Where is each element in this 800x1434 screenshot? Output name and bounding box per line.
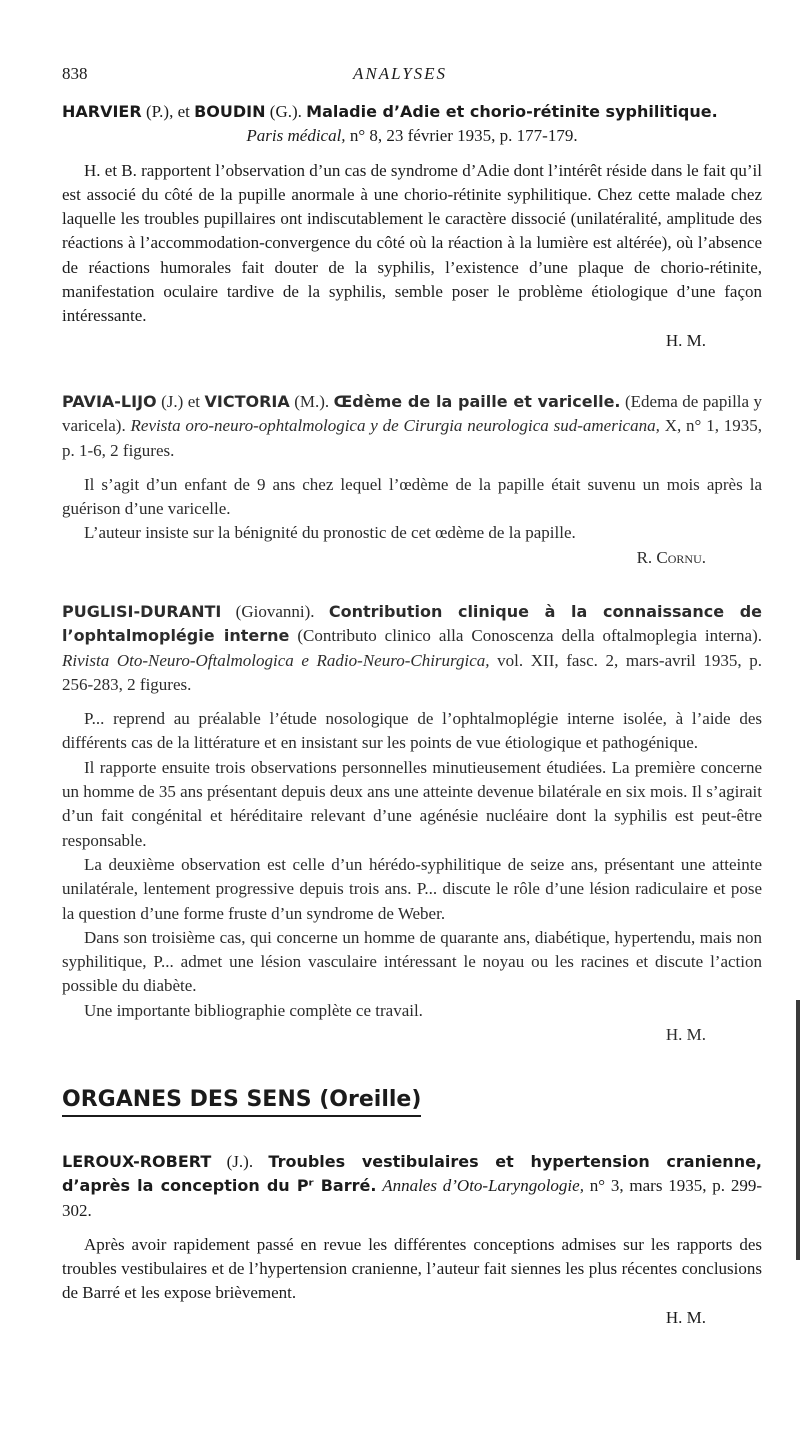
journal-name: Revista oro-neuro-ophtalmologica y de Cirurgia neurologica sud-americana,	[130, 416, 660, 436]
author-initials: (G.).	[269, 102, 302, 121]
article-citation	[62, 1150, 762, 1223]
original-title: (Edema de papilla y varicela).	[62, 392, 763, 436]
article-title: Troubles vestibulaires et hypertension cranienne, d’après la conception du Pʳ Barré.	[62, 1152, 763, 1196]
page-edge-shadow	[796, 1000, 800, 1260]
author-name: HARVIER	[62, 102, 142, 121]
reviewer-signature: H. M.	[665, 1307, 706, 1327]
article-leroux-robert	[62, 1150, 762, 1330]
article-body: Il rapporte ensuite trois observations personnelles minutieusement étudiées. La première concerne un homme de 35 ans présentant depuis deux ans une atteinte devenue bilatérale en six mois. Il s’agirait d’un fait congénital et héréditaire relevant d’une agénésie nucléaire dont la syphilis est peut-être responsable.	[62, 757, 762, 850]
article-body: Une importante bibliographie complète ce travail.	[84, 1000, 423, 1020]
reference-details: X, n° 1, 1935, p. 1-6, 2 figures.	[62, 416, 763, 460]
running-title: ANALYSES	[352, 64, 448, 83]
author-name: PUGLISI-DURANTI	[62, 602, 222, 621]
article-title: Contribution clinique à la connaissance de l’ophtalmoplégie interne	[62, 602, 763, 646]
article-reference	[62, 124, 762, 148]
journal-name: Rivista Oto-Neuro-Oftalmologica e Radio-Neuro-Chirurgica,	[62, 650, 490, 670]
reviewer-signature	[62, 546, 762, 570]
article-citation	[62, 100, 762, 124]
article-body: L’auteur insiste sur la bénignité du pronostic de cet œdème de la papille.	[84, 523, 576, 543]
article-body: La deuxième observation est celle d’un hérédo-syphilitique de seize ans, présentant une atteinte unilatérale, lentement progressive depuis trois ans. P... discute le rôle d’une lésion radiculaire et pose la question d’une forme fruste d’un syndrome de Weber.	[62, 854, 762, 923]
article-citation	[62, 390, 762, 463]
article-title: Maladie d’Adie et chorio-rétinite syphilitique.	[306, 102, 718, 121]
section-heading: ORGANES DES SENS (Oreille)	[62, 1086, 421, 1117]
article-citation	[62, 600, 762, 697]
author-initials: (J.) et	[161, 392, 201, 411]
journal-name: Annales d’Oto-Laryngologie,	[382, 1176, 584, 1196]
article-body: H. et B. rapportent l’observation d’un cas de syndrome d’Adie dont l’intérêt réside dans le fait qu’il est associé du côté de la pupille anormale à une chorio-rétinite syphilitique. Chez cette malade chez laquelle les troubles pupillaires ont indiscutablement le caractère dissocié (unilatéralité, amplitude des réactions à l’accommodation-convergence du côté où la réaction à la lumière est altérée), où l’absence de réactions humorales fait douter de la syphilis, l’existence d’une plaque de chorio-rétinite, manifestation oculaire tardive de la syphilis, semble poser le problème étiologique d’une façon intéressante.	[62, 160, 762, 326]
reference-details: n° 8, 23 février 1935, p. 177-179.	[349, 126, 578, 146]
article-body: Dans son troisième cas, qui concerne un homme de quarante ans, diabétique, hypertendu, mais non syphilitique, P... admet une lésion vasculaire intéressant le noyau ou les racines et discute l’action possible du diabète.	[62, 927, 762, 996]
author-name: VICTORIA	[204, 392, 290, 411]
author-name: PAVIA-LIJO	[62, 392, 157, 411]
author-initials: (J.).	[226, 1152, 254, 1171]
article-body: Après avoir rapidement passé en revue les différentes conceptions admises sur les rapports des troubles vestibulaires et de l’hypertension cranienne, l’auteur fait siennes les plus récentes conclusions de Barré et les expose brièvement.	[62, 1234, 762, 1303]
running-header	[62, 64, 738, 88]
reviewer-signature: H. M.	[665, 330, 706, 350]
author-initials: (Giovanni).	[235, 602, 315, 621]
article-harvier-boudin	[62, 100, 762, 353]
author-initials: (M.).	[294, 392, 330, 411]
article-puglisi-duranti	[62, 600, 762, 1047]
original-title: (Contributo clinico alla Conoscenza della oftalmoplegia interna).	[297, 626, 763, 646]
journal-name: Paris médical,	[246, 126, 346, 146]
reviewer-name: R. Cornu.	[636, 547, 706, 567]
article-title: Œdème de la paille et varicelle.	[333, 392, 621, 411]
article-body: P... reprend au préalable l’étude nosologique de l’ophtalmoplégie interne isolée, à l’aide des différents cas de la littérature et en insistant sur les points de vue étiologique et pathogénique.	[62, 709, 762, 753]
reference-details: n° 3, mars 1935, p. 299-302.	[62, 1176, 762, 1220]
reference-details: vol. XII, fasc. 2, mars-avril 1935, p. 256-283, 2 figures.	[62, 650, 762, 694]
author-initials: (P.), et	[145, 102, 190, 121]
reviewer-signature: H. M.	[665, 1025, 706, 1045]
author-name: LEROUX-ROBERT	[62, 1152, 212, 1171]
article-pavia-lijo	[62, 390, 762, 570]
author-name: BOUDIN	[194, 102, 266, 121]
page-number: 838	[62, 64, 88, 83]
article-body: Il s’agit d’un enfant de 9 ans chez lequel l’œdème de la papille était suvenu un mois après la guérison d’une varicelle.	[62, 474, 762, 519]
